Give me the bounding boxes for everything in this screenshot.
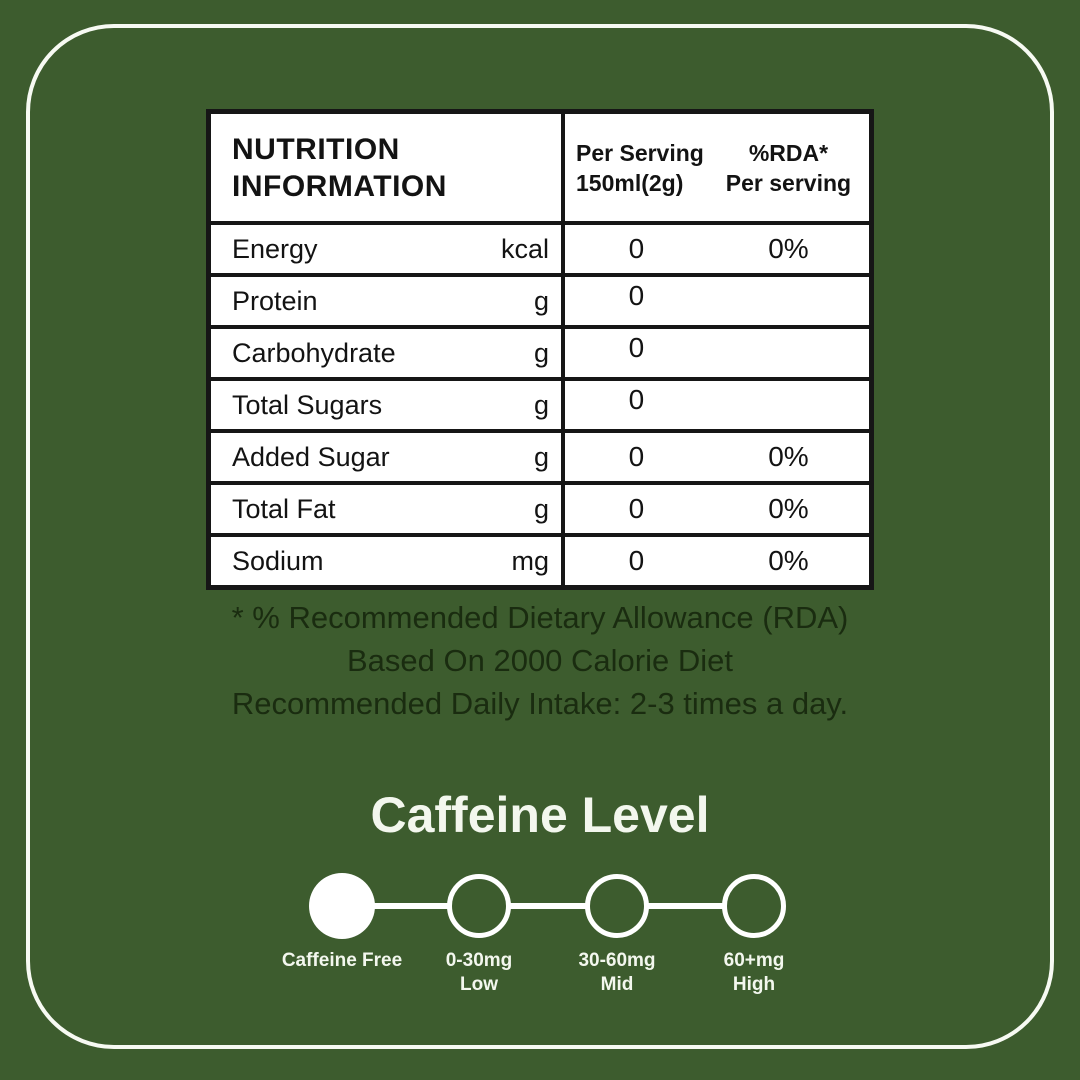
level-label-line-1: Caffeine Free	[281, 950, 403, 971]
nutrition-table	[206, 109, 874, 590]
level-label-line-1: 0-30mg	[445, 950, 513, 971]
level-label-high	[669, 949, 839, 997]
per-serving-value: 0	[628, 280, 645, 311]
table-row-sodium-label	[211, 533, 561, 585]
nutrient-unit: g	[533, 441, 549, 472]
level-label-line-2: High	[732, 974, 776, 995]
nutrient-unit: g	[533, 493, 549, 524]
table-row-protein-label	[211, 273, 561, 325]
rda-label: %RDA*	[748, 139, 829, 166]
nutrient-name: Added Sugar	[232, 441, 390, 472]
nutrient-name: Total Fat	[232, 493, 336, 524]
nutrient-name: Sodium	[232, 545, 324, 576]
nutrient-unit: g	[533, 285, 549, 316]
table-row-sodium-values	[561, 533, 869, 585]
nutrient-name: Total Sugars	[232, 389, 383, 420]
table-row-added-sugar-label	[211, 429, 561, 481]
nutrient-unit: mg	[511, 545, 549, 576]
table-row-total-sugars-label	[211, 377, 561, 429]
per-serving-value: 0	[628, 441, 645, 472]
nutrient-unit: g	[533, 389, 549, 420]
caffeine-level-meter	[0, 873, 1080, 1008]
table-row-total-fat-label	[211, 481, 561, 533]
column-header-rda	[708, 138, 869, 198]
level-label-line-2: Mid	[600, 974, 634, 995]
rda-value: 0%	[768, 493, 809, 524]
table-row-energy-label	[211, 221, 561, 273]
per-serving-value: 0	[628, 384, 645, 415]
nutrient-name: Protein	[232, 285, 318, 316]
nutrient-name: Carbohydrate	[232, 337, 396, 368]
level-circle-high	[722, 874, 786, 938]
nutrient-unit: kcal	[500, 233, 549, 264]
table-row-total-sugars-values	[561, 377, 869, 429]
table-row-added-sugar-values	[561, 429, 869, 481]
footnote-line-3: Recommended Daily Intake: 2-3 times a day.	[231, 686, 849, 721]
nutrient-name: Energy	[232, 233, 318, 264]
rda-value: 0%	[768, 441, 809, 472]
footnote-line-1: * % Recommended Dietary Allowance (RDA)	[231, 600, 849, 635]
per-serving-value: 0	[628, 332, 645, 363]
rda-per-serving-label: Per serving	[725, 169, 852, 196]
column-header-per-serving	[565, 138, 708, 198]
table-row-carbohydrate-label	[211, 325, 561, 377]
serving-size-label: 150ml(2g)	[576, 169, 684, 196]
nutrition-table-column-headers	[561, 114, 869, 221]
table-row-total-fat-values	[561, 481, 869, 533]
nutrient-unit: g	[533, 337, 549, 368]
table-row-carbohydrate-values	[561, 325, 869, 377]
nutrition-table-title	[211, 114, 561, 221]
table-row-energy-values	[561, 221, 869, 273]
caffeine-level-title: Caffeine Level	[370, 787, 710, 843]
level-label-line-2: Low	[460, 974, 498, 995]
rda-value: 0%	[768, 545, 809, 576]
per-serving-value: 0	[628, 233, 645, 264]
meter-track-line	[342, 903, 754, 909]
title-line-1: NUTRITION	[232, 132, 400, 166]
rda-value: 0%	[768, 233, 809, 264]
per-serving-value: 0	[628, 493, 645, 524]
per-serving-label: Per Serving	[576, 139, 704, 166]
title-line-2: INFORMATION	[232, 169, 447, 203]
table-row-protein-values	[561, 273, 869, 325]
level-circle-caffeine-free	[309, 873, 375, 939]
level-circle-mid	[585, 874, 649, 938]
level-label-line-1: 60+mg	[723, 950, 785, 971]
level-circle-low	[447, 874, 511, 938]
per-serving-value: 0	[628, 545, 645, 576]
level-label-line-1: 30-60mg	[578, 950, 656, 971]
rda-footnote	[0, 596, 1080, 725]
footnote-line-2: Based On 2000 Calorie Diet	[346, 643, 733, 678]
